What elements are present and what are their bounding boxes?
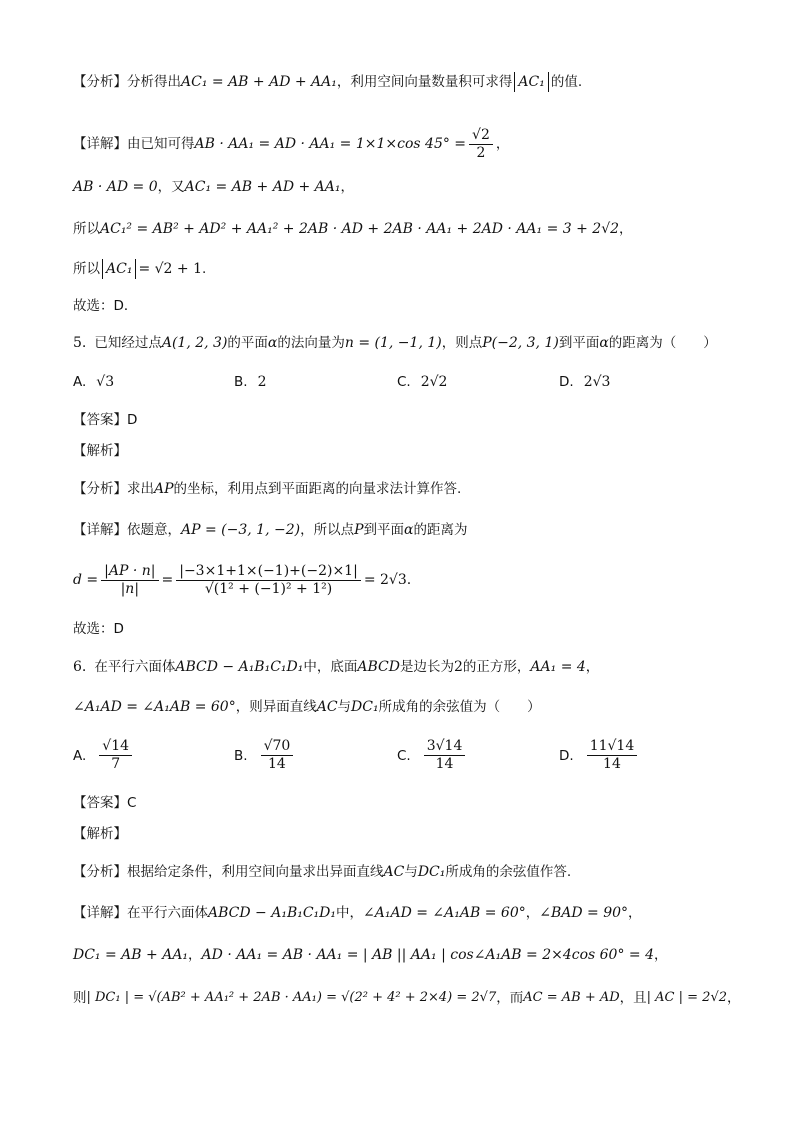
- fraction-numerator: √2: [469, 127, 493, 145]
- q6-fenxi-label: 【分析】: [73, 864, 127, 880]
- q6-text-a: 在平行六面体: [94, 659, 176, 675]
- q6-l2-f2: AD · AA₁ = AB · AA₁ = | AB || AA₁ | cos∠A₁AB = 2×4cos 60° = 4: [201, 947, 654, 963]
- q6-choice-d-num: 11√14: [587, 738, 638, 756]
- xiangjie-text: 由已知可得: [127, 136, 195, 152]
- detail-line-4: [73, 259, 734, 279]
- q5-alpha: α: [267, 335, 278, 351]
- q6-l3-f3: | AC | = 2√2: [646, 990, 727, 1005]
- vector-sum: AC₁ = AB + AD + AA₁: [184, 179, 341, 195]
- q6-choice-b-num: √70: [261, 738, 294, 756]
- q6-fenxi-a: 根据给定条件，利用空间向量求出异面直线: [127, 864, 384, 880]
- q6-choice-d[interactable]: [559, 738, 640, 773]
- detail-line-2-mid: ，又: [157, 179, 185, 195]
- q6-l2-f1: DC₁ = AB + AA₁: [73, 947, 189, 963]
- q6-dc1: DC₁: [351, 699, 379, 715]
- q5-fenxi-vector: AP: [154, 481, 174, 497]
- fenxi-mid: ，利用空间向量数量积可求得: [336, 74, 513, 90]
- q6-choice-c-num: 3√14: [424, 738, 466, 756]
- q6-jiexi: [73, 824, 734, 844]
- q5-d-var: d =: [73, 572, 99, 588]
- q5-frac1-den: |n|: [120, 580, 140, 597]
- q5-fenxi-a: 求出: [127, 481, 154, 497]
- q5-choice-d[interactable]: [559, 374, 610, 390]
- choose-line-q4: [73, 296, 734, 316]
- choose-text-q4: 故选：D．: [73, 298, 138, 314]
- q5-point-p: P(−2, 3, 1): [482, 335, 559, 351]
- q5-xj-b: ，所以点: [300, 522, 355, 538]
- q6-choice-c-fraction: [424, 738, 466, 773]
- q5-normal-vector: n = (1, −1, 1): [344, 335, 442, 351]
- q5-choice-a-label: A.: [73, 374, 87, 390]
- q6-choice-b[interactable]: [234, 738, 296, 773]
- q5-frac2-num: |−3×1+1×(−1)+(−2)×1|: [176, 563, 361, 581]
- q5-d-result: = 2√3: [363, 572, 407, 588]
- q6-l3-prefix: 则: [73, 990, 87, 1006]
- detail-line-3: [73, 219, 734, 239]
- q6-xj-solid: ABCD − A₁B₁C₁D₁: [208, 905, 337, 921]
- dot-product-zero: AB · AD = 0: [73, 179, 158, 195]
- q5-choice-d-label: D.: [559, 374, 574, 390]
- magnitude-ac1: AC₁: [102, 259, 136, 279]
- q5-text-e: 到平面: [558, 335, 600, 351]
- q6-text-f: ，则异面直线: [235, 699, 317, 715]
- fraction-denominator: 2: [476, 144, 486, 161]
- q6-choice-a-num: √14: [99, 738, 132, 756]
- q6-detail-3: [73, 988, 741, 1008]
- q5-frac2-den: √(1² + (−1)² + 1²): [204, 580, 333, 597]
- q6-choice-b-fraction: [261, 738, 294, 773]
- q6-xj-angles: ∠A₁AD = ∠A₁AB = 60°: [363, 905, 526, 921]
- q5-text-f: 的距离为（ ）: [608, 335, 717, 351]
- q5-choose-line: [73, 619, 734, 639]
- detail-line-2-end: ，: [340, 179, 355, 195]
- q5-distance-formula: d = $\frac{|AP \cdot n|}{|n|}$ = $\frac{|-3\times 1+1\times(-1)+(-2)\times 1|}{\text{√(1² + (−1)² + 1²)}}$ = 2√3 .: [73, 562, 412, 597]
- q6-choice-c[interactable]: [397, 738, 468, 773]
- xiangjie-end: ，: [495, 136, 510, 152]
- q5-xj-alpha: α: [404, 522, 414, 538]
- fenxi-abs: AC₁: [514, 72, 548, 92]
- q6-ac: AC: [316, 699, 338, 715]
- q6-choice-a[interactable]: [73, 738, 135, 773]
- q5-choice-c-label: C.: [397, 374, 411, 390]
- q5-point-a: A(1, 2, 3): [161, 335, 228, 351]
- q6-fenxi-dc1: DC₁: [417, 864, 446, 880]
- q6-choice-d-den: 14: [603, 756, 621, 772]
- q6-l3-f1: | DC₁ | = √(AB² + AA₁² + 2AB · AA₁) = √(2² + 4² + 2×4) = 2√7: [86, 990, 497, 1005]
- q6-xj-c: ，: [525, 905, 540, 921]
- magnitude-result: = √2 + 1: [138, 261, 202, 277]
- q6-answer: [73, 793, 734, 813]
- question-6-number: 6.: [73, 659, 87, 675]
- q5-choice-a[interactable]: [73, 374, 114, 390]
- q6-xj-bad: ∠BAD = 90°: [539, 905, 629, 921]
- q6-choice-a-den: 7: [111, 756, 121, 772]
- q5-text-a: 已知经过点: [94, 335, 162, 351]
- q5-distance-fraction-2: [176, 563, 361, 598]
- q6-xj-d: ，: [628, 905, 642, 921]
- q6-text-c: 是边长为: [399, 659, 454, 675]
- q6-text-b: 中，底面: [303, 659, 358, 675]
- q6-choice-d-fraction: [587, 738, 638, 773]
- q5-distance-fraction-1: [101, 563, 158, 598]
- squared-expansion: AC₁² = AB² + AD² + AA₁² + 2AB · AD + 2AB · AA₁ + 2AD · AA₁ = 3 + 2√2: [100, 221, 620, 237]
- q6-fenxi-c: 所成角的余弦值作答.: [445, 864, 572, 880]
- q5-detail: [73, 520, 734, 540]
- q6-choice-b-den: 14: [268, 756, 286, 772]
- q6-choice-a-fraction: [99, 738, 132, 773]
- q6-answer-text: 【答案】C: [73, 795, 137, 811]
- fenxi-formula: AC₁ = AB + AD + AA₁: [181, 74, 337, 90]
- detail-line-3-prefix: 所以: [73, 221, 100, 237]
- q6-detail-2: [73, 945, 734, 965]
- fraction-sqrt2-over-2: [469, 127, 493, 162]
- q5-fenxi-label: 【分析】: [73, 481, 127, 497]
- q6-choice-a-label: A.: [73, 747, 87, 764]
- q6-fenxi-ac: AC: [383, 864, 405, 880]
- detail-line-2: [73, 177, 734, 197]
- q6-choice-c-label: C.: [397, 747, 411, 764]
- q5-answer: [73, 410, 734, 430]
- q6-l2-sep: ，: [188, 947, 202, 963]
- q6-angles: ∠A₁AD = ∠A₁AB = 60°: [73, 699, 236, 715]
- q6-jiexi-text: 【解析】: [73, 826, 127, 842]
- xiangjie-formula: AB · AA₁ = AD · AA₁ = 1×1×cos 45° =: [194, 136, 467, 152]
- analysis-line-q4: [73, 72, 734, 92]
- q6-l3-mid: ，而: [496, 990, 524, 1006]
- q6-aa1: AA₁ = 4: [530, 659, 586, 675]
- q5-frac1-num: |AP · n|: [101, 563, 158, 581]
- question-5-number: 5.: [73, 335, 87, 351]
- q6-text-d: 的正方形，: [462, 659, 531, 675]
- q5-answer-text: 【答案】D: [73, 412, 138, 428]
- q6-solid: ABCD − A₁B₁C₁D₁: [175, 659, 304, 675]
- q5-alpha-2: α: [599, 335, 609, 351]
- q6-choice-c-den: 14: [435, 756, 454, 772]
- q6-text-g: 与: [337, 699, 352, 715]
- q5-choice-b-value: 2: [257, 374, 267, 390]
- q6-analysis: [73, 862, 734, 882]
- q5-xj-formula: AP = (−3, 1, −2): [181, 522, 301, 538]
- question-6-stem-2: [73, 697, 734, 717]
- q6-choice-d-label: D.: [559, 747, 574, 764]
- q5-choice-a-value: √3: [96, 374, 115, 390]
- q5-analysis: [73, 479, 734, 499]
- q6-xj-b: 中，: [336, 905, 364, 921]
- q6-fenxi-b: 与: [404, 864, 418, 880]
- q5-text-c: 的法向量为: [277, 335, 345, 351]
- q5-jiexi-text: 【解析】: [73, 443, 127, 459]
- q6-xiangjie-label: 【详解】: [73, 905, 127, 921]
- q5-choice-b-label: B.: [234, 374, 248, 390]
- question-6-stem-1: [73, 657, 734, 677]
- question-5-stem: [73, 333, 734, 353]
- q5-choice-b[interactable]: [234, 374, 266, 390]
- q5-jiexi: [73, 441, 734, 461]
- detail-line-1: [73, 124, 734, 164]
- q5-text-b: 的平面: [227, 335, 268, 351]
- q5-guxuan: 故选：D: [73, 621, 124, 637]
- detail-line-3-end: ，: [619, 221, 633, 237]
- q6-l2-end: ，: [654, 947, 668, 963]
- q6-l3-end: ，: [727, 990, 741, 1006]
- q5-xj-p: P: [354, 522, 364, 538]
- q5-xj-a: 依题意，: [127, 522, 181, 538]
- q6-l3-mid2: ，且: [619, 990, 647, 1006]
- q6-xj-a: 在平行六面体: [127, 905, 208, 921]
- q6-choice-b-label: B.: [234, 747, 248, 764]
- q5-choice-d-value: 2√3: [583, 374, 611, 390]
- fenxi-text: 分析得出: [127, 74, 181, 90]
- q5-d-end: .: [406, 572, 412, 588]
- q6-detail-1: [73, 903, 734, 923]
- q5-choice-c-value: 2√2: [420, 374, 448, 390]
- q5-xj-d: 的距离为: [413, 522, 468, 538]
- q6-l3-f2: AC = AB + AD: [523, 990, 620, 1005]
- q5-xiangjie-label: 【详解】: [73, 522, 127, 538]
- fenxi-end: 的值.: [550, 74, 583, 90]
- q5-choice-c[interactable]: [397, 374, 447, 390]
- q5-text-d: ，则点: [441, 335, 483, 351]
- fenxi-label: 【分析】: [73, 74, 127, 90]
- xiangjie-label: 【详解】: [73, 136, 127, 152]
- q6-text-h: 所成角的余弦值为（ ）: [378, 699, 541, 715]
- q6-text-e: ，: [585, 659, 600, 675]
- q5-xj-c: 到平面: [363, 522, 404, 538]
- q5-fenxi-b: 的坐标，利用点到平面距离的向量求法计算作答.: [173, 481, 462, 497]
- q6-side: 2: [453, 659, 463, 675]
- q6-base: ABCD: [357, 659, 400, 675]
- detail-line-4-end: .: [201, 261, 207, 277]
- detail-line-4-prefix: 所以: [73, 261, 100, 277]
